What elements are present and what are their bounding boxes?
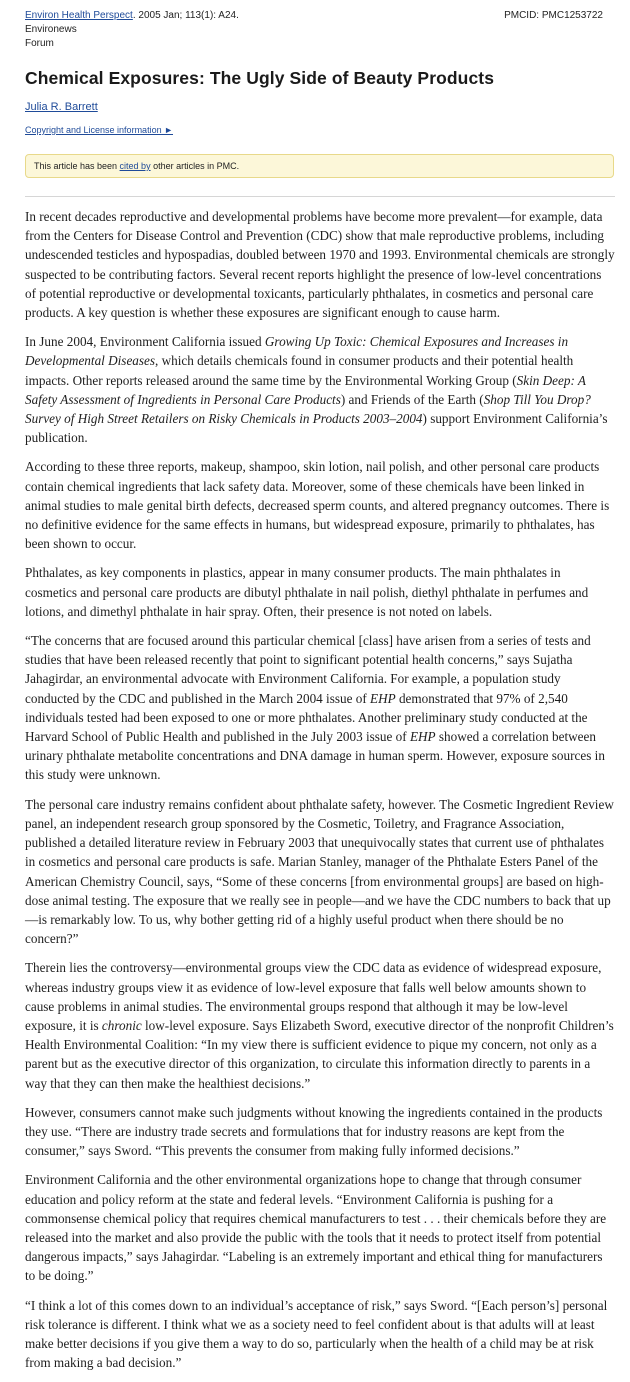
paragraph-5 — [25, 631, 615, 785]
p5-text-c: demonstrated that 97% of 2,540 individuals tested had been exposed to one or more phthalates. Another preliminary study conducted at the Harvard School of Public Health and published in the July 2003 issue of — [25, 690, 588, 745]
pmcid-label: PMCID: PMC1253722 — [504, 10, 603, 21]
section-label: Environews — [25, 24, 77, 35]
p7-text-a: Therein lies the controversy—environmental groups view the CDC data as evidence of widespread exposure, whereas industry groups view it as evidence of low-level exposure that falls well below amounts shown to cause problems in animal studies. The environmental groups respond that although it may be low-level exposure, it is — [25, 960, 602, 1033]
p5-text-a: “The concerns that are focused around this particular chemical [class] have arisen from a series of tests and studies that have been released recently that point to significant potential health concerns,” says Sujatha Jahagirdar, an environmental advocate with Environment California. For example, a population study conducted by the CDC and published in the March 2004 issue of — [25, 633, 591, 706]
paragraph-1: In recent decades reproductive and developmental problems have become more prevalent—for example, data from the Centers for Disease Control and Prevention (CDC) show that male reproductive problems, including undescended testicles and hypospadias, doubled between 1970 and 1993. Environmental chemicals are strongly suspected to be contributing factors. Several recent reports highlight the presence of low-level concentrations of potential reproductive or developmental toxicants, particularly phthalates, in cosmetics and personal care products. A key question is whether these exposures are significant enough to cause harm. — [25, 209, 615, 321]
citation-line — [25, 9, 345, 23]
paragraph-6: The personal care industry remains confident about phthalate safety, however. The Cosmetic Ingredient Review panel, an independent research group sponsored by the Cosmetic, Toiletry, and Fragrance Association, published a detailed literature review in February 2003 that unequivocally states that current use of phthalates in cosmetics and personal care products is safe. Marian Stanley, manager of the Phthalate Esters Panel of the American Chemistry Council, says, “Some of these concerns [from environmental groups] are based on high-dose animal testing. The exposure that we really see in people—and we have the CDC numbers to back that up—is remarkably low. To us, why bother getting rid of a highly useful product when there should be no concern?” — [25, 796, 614, 947]
copyright-link[interactable]: Copyright and License information ► — [25, 125, 173, 135]
p7-emphasis: chronic — [101, 1017, 142, 1033]
p2-text-a: In June 2004, Environment California issued — [25, 334, 265, 350]
p5-journal-1: EHP — [370, 690, 396, 706]
p2-report-title-2: Skin Deep: A Safety Assessment of Ingredients in Personal Care Products — [25, 372, 586, 407]
p2-text-e: ) and Friends of the Earth ( — [340, 391, 484, 407]
paragraph-2 — [25, 332, 615, 447]
article-title: Chemical Exposures: The Ugly Side of Beauty Products — [25, 68, 495, 88]
p2-report-title-1: Growing Up Toxic: Chemical Exposures and Increases in Developmental Diseases — [25, 334, 569, 369]
article-body — [25, 207, 615, 1382]
citation-block — [25, 9, 345, 51]
p2-report-title-3: Shop Till You Drop? Survey of High Street Retailers on Risky Chemicals in Products 2003–2004 — [25, 391, 591, 427]
paragraph-3: According to these three reports, makeup, shampoo, skin lotion, nail polish, and other personal care products contain chemical ingredients that lack safety data. Moreover, some of these chemicals have been linked in animal studies to male genital birth defects, decreased sperm counts, and altered pregnancy outcomes. There is no definitive evidence for the same effects in humans, but widespread exposure, primarily to phthalates, has been shown to occur. — [25, 459, 610, 552]
notice-suffix: other articles in PMC. — [150, 161, 240, 171]
journal-link[interactable]: Environ Health Perspect — [25, 10, 133, 21]
cited-by-link[interactable]: cited by — [119, 161, 151, 171]
p2-text-g: ) support Environment California’s publication. — [25, 411, 608, 446]
subsection-label: Forum — [25, 38, 54, 49]
p2-text-c: , which details chemicals found in consumer products and their potential health impacts. Other reports released around the same time by the Environmental Working Group ( — [25, 353, 574, 388]
paragraph-4: Phthalates, as key components in plastics, appear in many consumer products. The main phthalates in cosmetics and personal care products are dibutyl phthalate in nail polish, diethyl phthalate in perfumes and lotions, and dimethyl phthalate in hair spray. Often, their presence is not noted on labels. — [25, 565, 589, 619]
paragraph-10: “I think a lot of this comes down to an individual’s acceptance of risk,” says Sword. “[Each person’s] personal risk tolerance is different. I think what we as a society need to feel confident about is that adults will at least make better decisions if you give them a way to do so, particularly when the health of a child may be at risk from making a bad decision.” — [25, 1297, 608, 1371]
citation-text: . 2005 Jan; 113(1): A24. — [132, 10, 239, 21]
cited-by-notice — [25, 154, 614, 178]
p5-journal-2: EHP — [409, 729, 436, 745]
p7-text-c: low-level exposure. Says Elizabeth Sword, executive director of the nonprofit Children’s Health Environmental Coalition: “In my view there is sufficient evidence to pique my concern, not only as a parent but as the executive director of this organization, to circulate this information directly to parents in a way that they can then make the healthiest decisions.” — [25, 1017, 614, 1091]
p5-text-e: showed a correlation between urinary phthalate metabolite concentrations and DNA damage in human sperm. However, exposure sources in this study were unknown. — [25, 729, 605, 783]
paragraph-8: However, consumers cannot make such judgments without knowing the ingredients contained in the products they use. “There are industry trade secrets and formulations that for industry reasons are kept from the consumer,” says Sword. “This prevents the consumer from making fully informed decisions.” — [25, 1104, 603, 1159]
copyright-line — [25, 125, 173, 135]
author-link[interactable]: Julia R. Barrett — [25, 101, 98, 113]
paragraph-9: Environment California and the other environmental organizations hope to change that through consumer education and policy reform at the state and federal levels. “Environment California is pushing for a commonsense chemical policy that requires chemical manufacturers to test . . . their chemicals before they are released into the market and also provide the public with the tools that it needs to protect itself from potential dangerous impacts,” says Jahagirdar. “Labeling is an extremely important and ethical thing for manufacturers to be doing.” — [25, 1172, 607, 1284]
author-line — [25, 101, 98, 113]
divider — [25, 196, 615, 197]
paragraph-7 — [25, 958, 615, 1092]
notice-prefix: This article has been — [34, 161, 120, 171]
